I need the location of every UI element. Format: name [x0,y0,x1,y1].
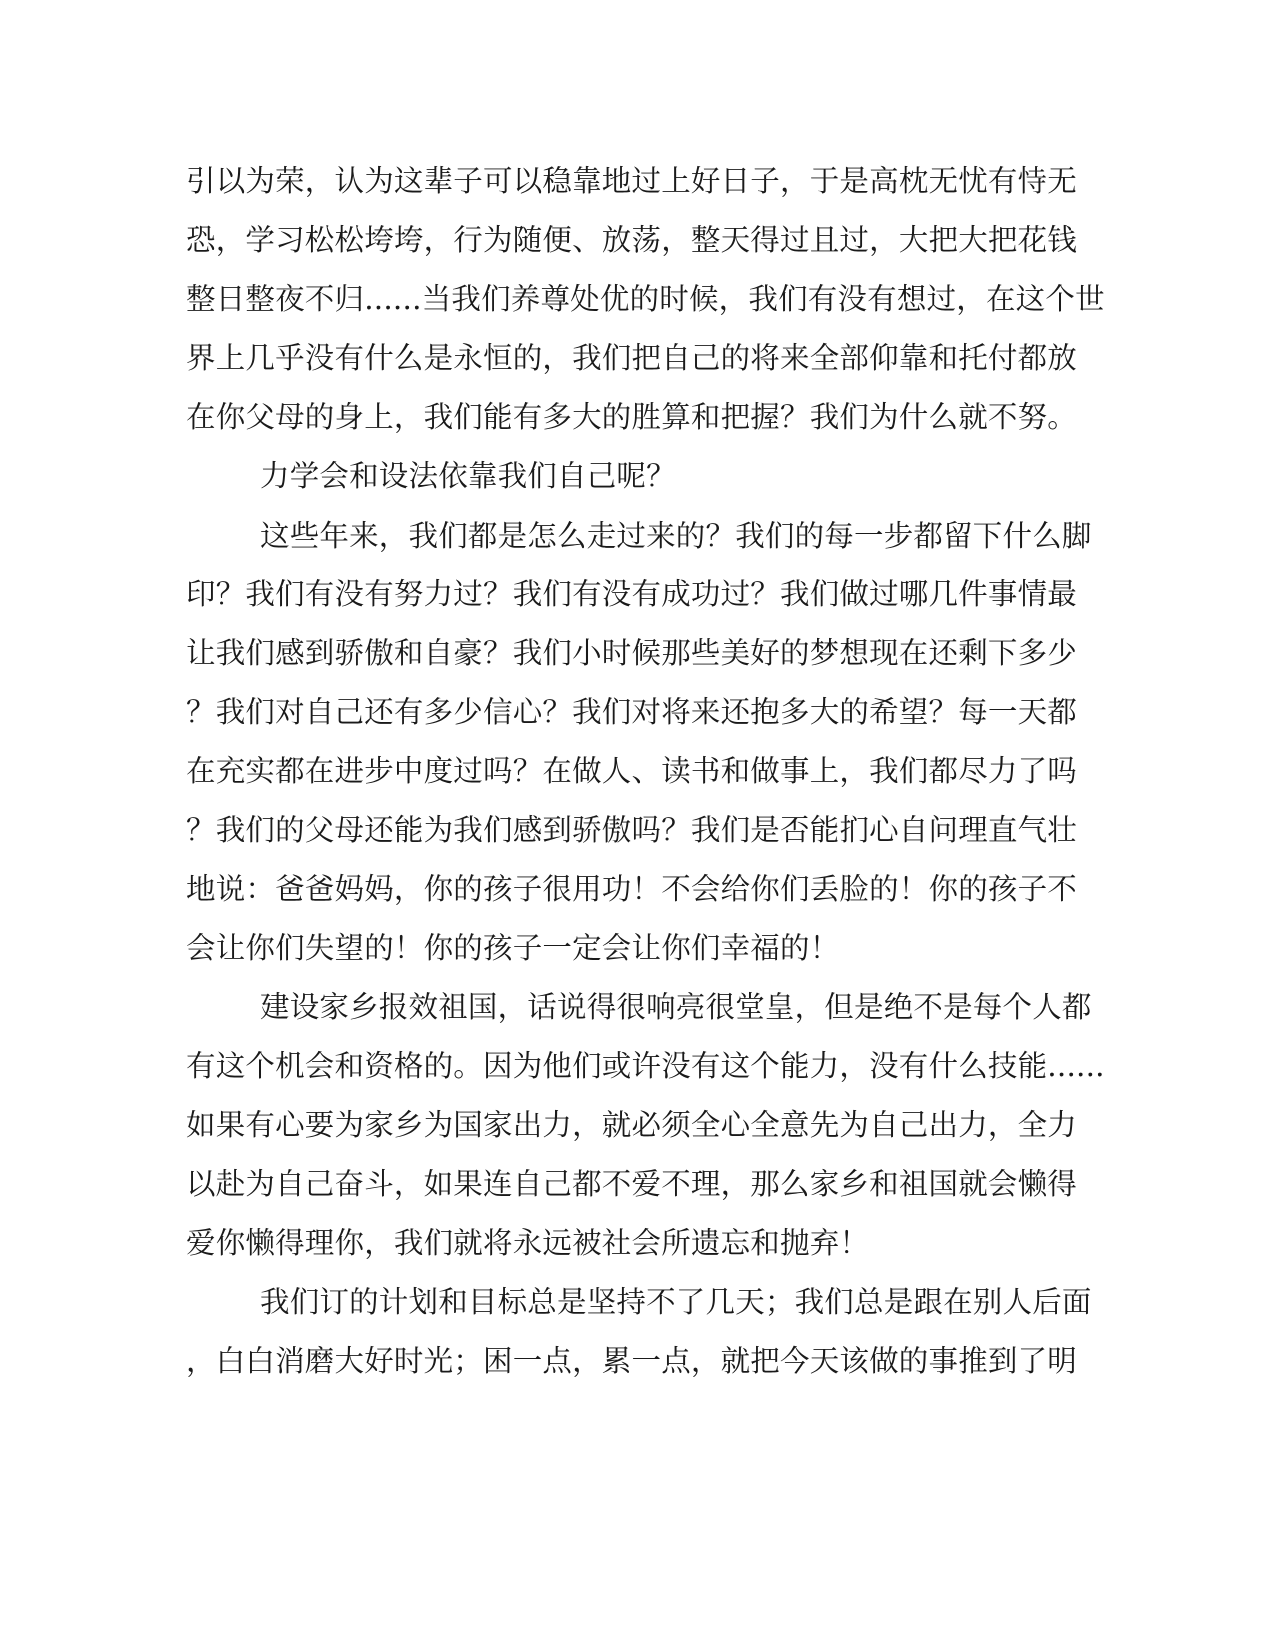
text-line: 我们订的计划和目标总是坚持不了几天；我们总是跟在别人后面 [260,1285,1092,1319]
text-line: 会让你们失望的！你的孩子一定会让你们幸福的！ [186,931,840,965]
text-line: 恐，学习松松垮垮，行为随便、放荡，整天得过且过，大把大把花钱 [186,223,1078,257]
text-line: 这些年来，我们都是怎么走过来的？我们的每一步都留下什么脚 [260,519,1092,553]
text-line: 爱你懒得理你，我们就将永远被社会所遗忘和抛弃！ [186,1226,870,1260]
text-line: 力学会和设法依靠我们自己呢？ [260,459,676,493]
text-line: 建设家乡报效祖国，话说得很响亮很堂皇，但是绝不是每个人都 [260,990,1092,1024]
text-line: 如果有心要为家乡为国家出力，就必须全心全意先为自己出力，全力 [186,1108,1078,1142]
text-line: 界上几乎没有什么是永恒的，我们把自己的将来全部仰靠和托付都放 [186,341,1078,375]
text-line: 在你父母的身上，我们能有多大的胜算和把握？我们为什么就不努。 [186,400,1078,434]
text-line: 在充实都在进步中度过吗？在做人、读书和做事上，我们都尽力了吗 [186,754,1078,788]
text-line: 有这个机会和资格的。因为他们或许没有这个能力，没有什么技能...... [186,1049,1105,1083]
text-line: 整日整夜不归......当我们养尊处优的时候，我们有没有想过，在这个世 [186,282,1105,316]
text-line: ？我们对自己还有多少信心？我们对将来还抱多大的希望？每一天都 [186,695,1078,729]
text-line: 引以为荣，认为这辈子可以稳靠地过上好日子，于是高枕无忧有恃无 [186,164,1078,198]
text-line: ，白白消磨大好时光；困一点，累一点，就把今天该做的事推到了明 [186,1344,1078,1378]
text-line: ？我们的父母还能为我们感到骄傲吗？我们是否能扪心自问理直气壮 [186,813,1078,847]
text-line: 让我们感到骄傲和自豪？我们小时候那些美好的梦想现在还剩下多少 [186,636,1078,670]
text-line: 以赴为自己奋斗，如果连自己都不爱不理，那么家乡和祖国就会懒得 [186,1167,1078,1201]
text-line: 地说：爸爸妈妈，你的孩子很用功！不会给你们丢脸的！你的孩子不 [186,872,1078,906]
text-line: 印？我们有没有努力过？我们有没有成功过？我们做过哪几件事情最 [186,577,1078,611]
